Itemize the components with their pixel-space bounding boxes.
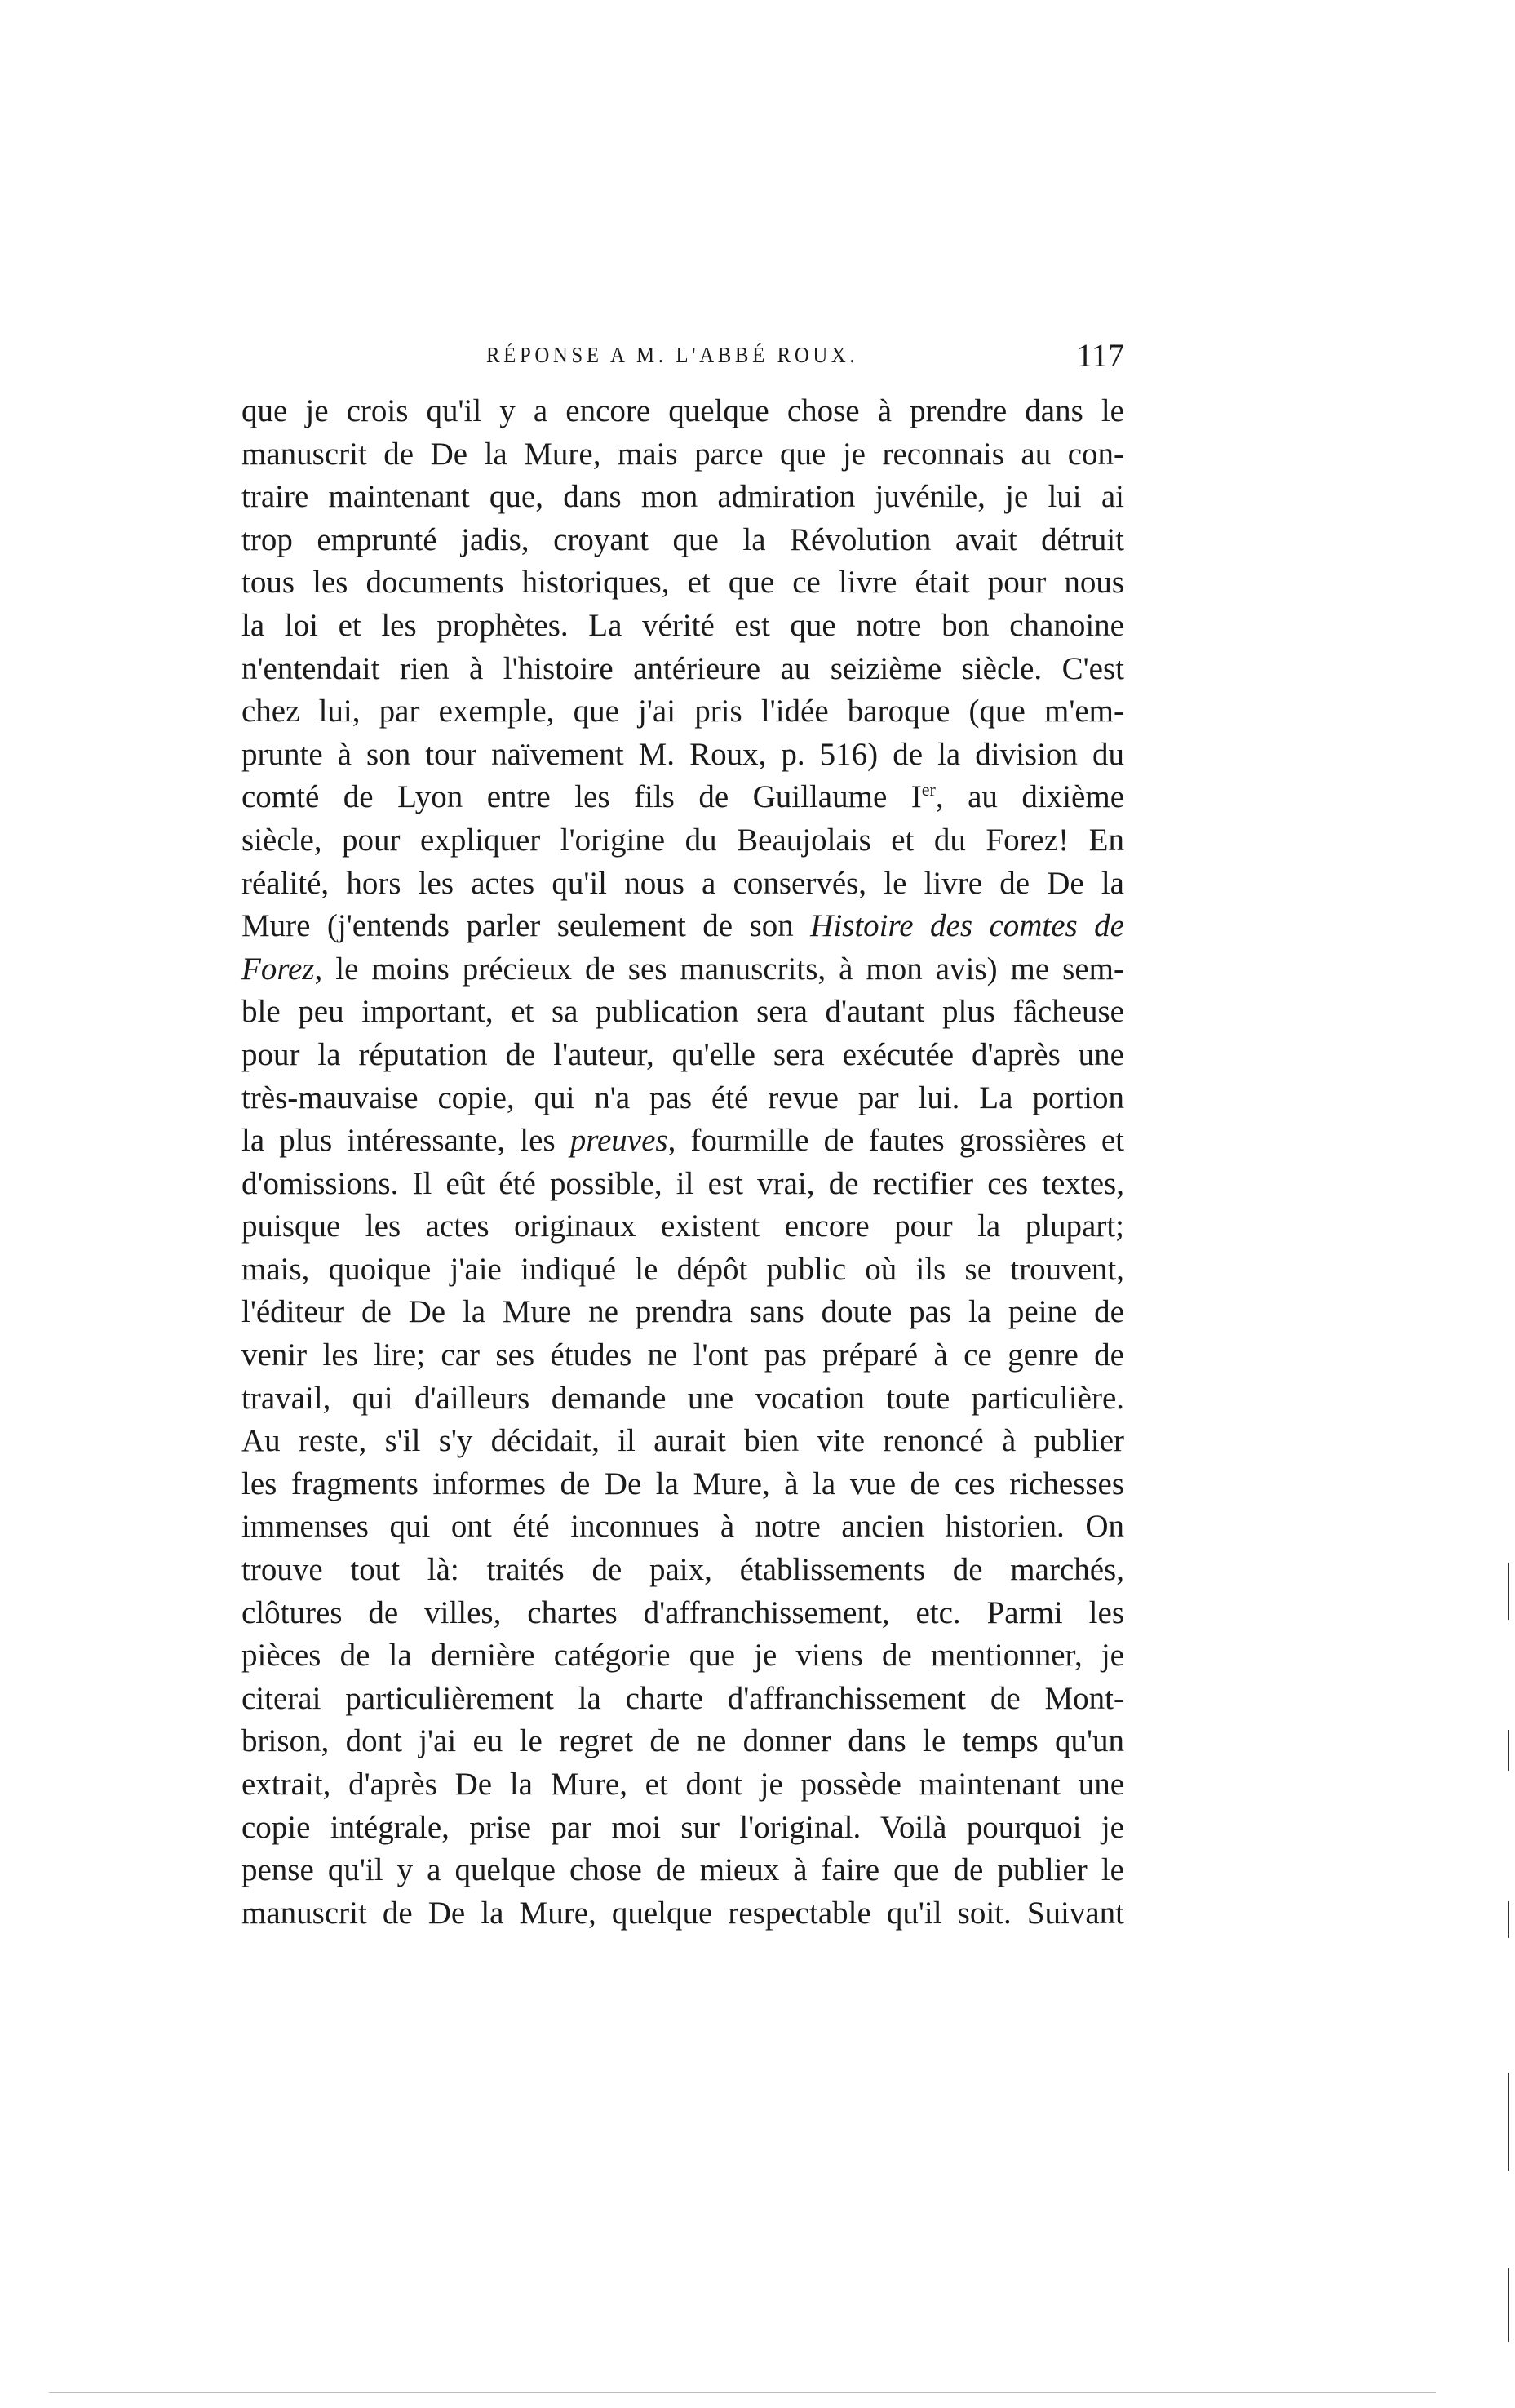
text-segment: chez lui, par exemple, que j'ai pris l'idée baroque (que m'em- xyxy=(241,694,1124,729)
text-line xyxy=(241,1506,1124,1549)
italic-text: preuves xyxy=(569,1123,668,1159)
text-segment: manuscrit de De la Mure, mais parce que je reconnais au con- xyxy=(241,436,1124,472)
text-line xyxy=(241,390,1124,433)
text-line xyxy=(241,648,1124,691)
page-number: 117 xyxy=(1076,337,1124,374)
text-line xyxy=(241,1763,1124,1807)
text-segment: , au dixième xyxy=(935,779,1124,815)
scan-edge-mark xyxy=(1508,2073,1509,2171)
text-line xyxy=(241,605,1124,648)
scan-edge-mark xyxy=(1508,1901,1509,1938)
text-segment: ble peu important, et sa publication sera d'autant plus fâcheuse xyxy=(241,994,1124,1030)
text-segment: , fourmille de fautes grossières et xyxy=(667,1123,1124,1159)
italic-text: Histoire des comtes de xyxy=(810,908,1124,944)
text-line xyxy=(241,433,1124,477)
text-line xyxy=(241,1807,1124,1850)
text-segment: Mure (j'entends parler seulement de son xyxy=(241,908,811,944)
text-line xyxy=(241,905,1124,948)
scan-edge-mark xyxy=(1508,1563,1509,1620)
text-line xyxy=(241,1420,1124,1463)
text-segment: trouve tout là: traités de paix, établissements de marchés, xyxy=(241,1552,1124,1588)
text-segment: puisque les actes originaux existent encore pour la plupart; xyxy=(241,1208,1124,1244)
text-segment: pour la réputation de l'auteur, qu'elle sera exécutée d'après une xyxy=(241,1036,1124,1072)
text-line xyxy=(241,776,1124,819)
scan-edge-mark xyxy=(1508,2268,1509,2342)
text-line xyxy=(241,819,1124,863)
text-line xyxy=(241,991,1124,1034)
text-segment: que je crois qu'il y a encore quelque chose à prendre dans le xyxy=(241,393,1124,428)
text-segment: pièces de la dernière catégorie que je viens de mentionner, je xyxy=(241,1638,1124,1674)
text-segment: les fragments informes de De la Mure, à la vue de ces richesses xyxy=(241,1466,1124,1501)
text-segment: venir les lire; car ses études ne l'ont pas préparé à ce genre de xyxy=(241,1337,1124,1373)
text-line xyxy=(241,1334,1124,1377)
text-segment: copie intégrale, prise par moi sur l'original. Voilà pourquoi je xyxy=(241,1809,1124,1845)
text-segment: l'éditeur de De la Mure ne prendra sans doute pas la peine de xyxy=(241,1294,1124,1330)
text-line xyxy=(241,948,1124,991)
running-title: RÉPONSE A M. L'ABBÉ ROUX. xyxy=(486,343,859,367)
text-segment: Au reste, s'il s'y décidait, il aurait bien vite renoncé à publier xyxy=(241,1423,1124,1459)
text-line xyxy=(241,1205,1124,1248)
text-line xyxy=(241,1549,1124,1592)
italic-text: Forez xyxy=(241,951,315,987)
text-line xyxy=(241,519,1124,562)
text-segment: travail, qui d'ailleurs demande une vocation toute particulière. xyxy=(241,1380,1124,1416)
text-line xyxy=(241,1248,1124,1292)
text-line xyxy=(241,1892,1124,1936)
text-line xyxy=(241,561,1124,605)
text-segment: manuscrit de De la Mure, quelque respectable qu'il soit. Suivant xyxy=(241,1895,1124,1931)
text-line xyxy=(241,1634,1124,1678)
text-segment: brison, dont j'ai eu le regret de ne donner dans le temps qu'un xyxy=(241,1723,1124,1759)
text-line xyxy=(241,1034,1124,1077)
text-line xyxy=(241,1463,1124,1506)
text-segment: citerai particulièrement la charte d'affranchissement de Mont- xyxy=(241,1680,1124,1716)
text-segment: clôtures de villes, chartes d'affranchissement, etc. Parmi les xyxy=(241,1594,1124,1630)
text-segment: traire maintenant que, dans mon admiration juvénile, je lui ai xyxy=(241,479,1124,515)
text-line xyxy=(241,1720,1124,1763)
scan-edge-mark xyxy=(1508,1730,1509,1771)
superscript: er xyxy=(921,779,936,800)
text-segment: n'entendait rien à l'histoire antérieure au seizième siècle. C'est xyxy=(241,650,1124,686)
text-segment: siècle, pour expliquer l'origine du Beaujolais et du Forez! En xyxy=(241,822,1124,858)
text-line xyxy=(241,1377,1124,1421)
text-segment: , le moins précieux de ses manuscrits, à mon avis) me sem- xyxy=(314,951,1124,987)
text-line xyxy=(241,1163,1124,1206)
text-segment: mais, quoique j'aie indiqué le dépôt public où ils se trouvent, xyxy=(241,1251,1124,1287)
text-line xyxy=(241,690,1124,734)
text-line xyxy=(241,863,1124,906)
text-segment: prunte à son tour naïvement M. Roux, p. 516) de la division du xyxy=(241,736,1124,772)
text-line xyxy=(241,1120,1124,1163)
text-segment: très-mauvaise copie, qui n'a pas été revue par lui. La portion xyxy=(241,1080,1124,1115)
text-segment: la loi et les prophètes. La vérité est que notre bon chanoine xyxy=(241,607,1124,643)
text-segment: pense qu'il y a quelque chose de mieux à faire que de publier le xyxy=(241,1852,1124,1888)
text-segment: tous les documents historiques, et que ce livre était pour nous xyxy=(241,565,1124,601)
text-segment: trop emprunté jadis, croyant que la Révolution avait détruit xyxy=(241,521,1124,557)
page-header xyxy=(241,336,1124,377)
text-segment: extrait, d'après De la Mure, et dont je possède maintenant une xyxy=(241,1767,1124,1802)
body-text xyxy=(241,390,1124,1935)
text-segment: comté de Lyon entre les fils de Guillaume I xyxy=(241,779,922,815)
text-line xyxy=(241,1592,1124,1635)
text-line xyxy=(241,1678,1124,1721)
text-line xyxy=(241,1849,1124,1892)
scan-edge-mark xyxy=(49,2392,1436,2393)
text-line xyxy=(241,1291,1124,1334)
text-segment: immenses qui ont été inconnues à notre ancien historien. On xyxy=(241,1509,1124,1545)
text-segment: d'omissions. Il eût été possible, il est vrai, de rectifier ces textes, xyxy=(241,1165,1124,1201)
text-segment: réalité, hors les actes qu'il nous a conservés, le livre de De la xyxy=(241,865,1124,901)
text-line xyxy=(241,476,1124,519)
text-segment: la plus intéressante, les xyxy=(241,1123,570,1159)
text-line xyxy=(241,1077,1124,1120)
text-line xyxy=(241,734,1124,777)
